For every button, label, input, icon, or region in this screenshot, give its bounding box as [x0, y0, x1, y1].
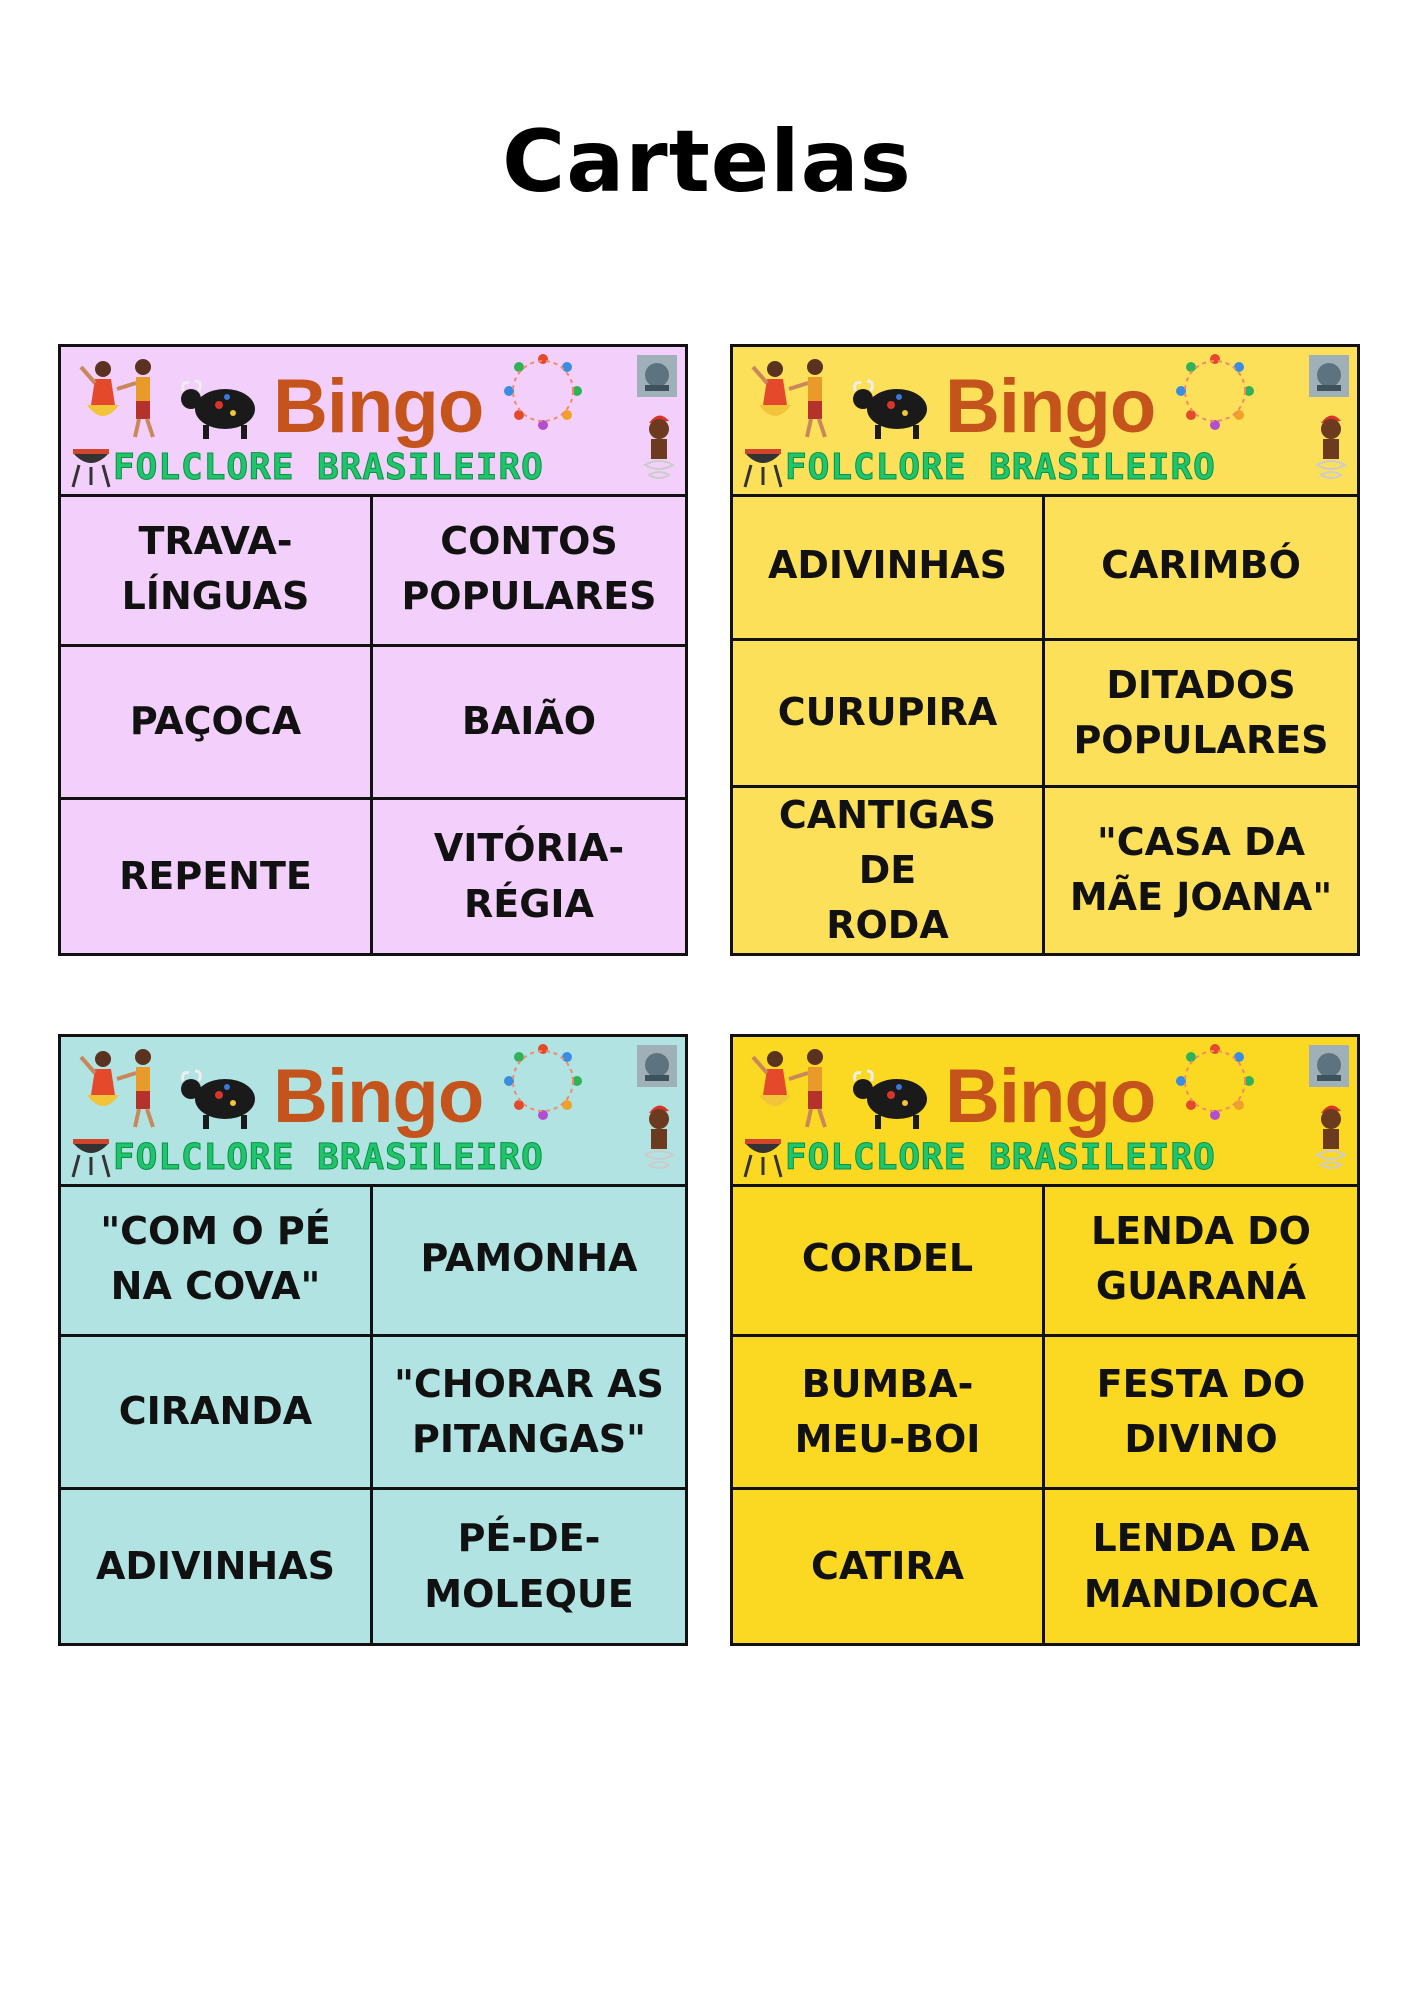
bull-icon — [851, 375, 933, 441]
grill-icon — [69, 1129, 113, 1179]
bingo-title: Bingo — [273, 364, 484, 449]
bull-icon — [179, 1065, 261, 1131]
bingo-cell[interactable]: CIRANDA — [61, 1337, 373, 1490]
bingo-cell[interactable]: FESTA DO DIVINO — [1045, 1337, 1357, 1490]
bingo-cell[interactable]: CURUPIRA — [733, 641, 1045, 788]
bingo-cell[interactable]: REPENTE — [61, 800, 373, 953]
grill-icon — [741, 439, 785, 489]
bingo-cell[interactable]: CORDEL — [733, 1184, 1045, 1337]
bingo-cell[interactable]: ADIVINHAS — [733, 494, 1045, 641]
bingo-card-2 — [730, 344, 1360, 956]
bingo-cell[interactable]: PAMONHA — [373, 1184, 685, 1337]
card-header — [733, 1037, 1357, 1187]
card-grid — [733, 1184, 1357, 1643]
card-grid — [733, 494, 1357, 953]
card-header — [733, 347, 1357, 497]
bingo-cell[interactable]: "COM O PÉ NA COVA" — [61, 1184, 373, 1337]
boy-icon — [1311, 1099, 1351, 1181]
bingo-cell[interactable]: LENDA DO GUARANÁ — [1045, 1184, 1357, 1337]
bull-icon — [851, 1065, 933, 1131]
card-header — [61, 347, 685, 497]
children-circle-icon — [1173, 351, 1257, 435]
dancers-icon — [745, 353, 845, 443]
dancers-icon — [73, 1043, 173, 1133]
logo-badge-icon — [637, 1045, 677, 1087]
card-grid — [61, 494, 685, 953]
card-subtitle: FOLCLORE BRASILEIRO — [113, 1137, 544, 1178]
bingo-cell[interactable]: "CASA DA MÃE JOANA" — [1069, 820, 1333, 920]
grill-icon — [741, 1129, 785, 1179]
bingo-cell[interactable]: CONTOS POPULARES — [373, 494, 685, 647]
bingo-cell[interactable]: "CHORAR AS PITANGAS" — [373, 1337, 685, 1490]
boy-icon — [1311, 409, 1351, 491]
bingo-card-4 — [730, 1034, 1360, 1646]
logo-badge-icon — [1309, 1045, 1349, 1087]
children-circle-icon — [1173, 1041, 1257, 1125]
bingo-cell[interactable]: TRAVA- LÍNGUAS — [61, 494, 373, 647]
bingo-title: Bingo — [945, 1054, 1156, 1139]
bingo-cell[interactable]: ADIVINHAS — [61, 1490, 373, 1643]
bingo-cell[interactable]: CARIMBÓ — [1045, 494, 1357, 641]
bingo-cell[interactable]: CANTIGAS DE RODA — [733, 788, 1045, 953]
boy-icon — [639, 1099, 679, 1181]
bingo-cell[interactable]: PÉ-DE- MOLEQUE — [424, 1516, 634, 1616]
card-subtitle: FOLCLORE BRASILEIRO — [785, 1137, 1216, 1178]
dancers-icon — [73, 353, 173, 443]
bingo-cell[interactable]: PAÇOCA — [61, 647, 373, 800]
bingo-cell[interactable]: BAIÃO — [373, 647, 685, 800]
logo-badge-icon — [637, 355, 677, 397]
bingo-title: Bingo — [273, 1054, 484, 1139]
boy-icon — [639, 409, 679, 491]
grill-icon — [69, 439, 113, 489]
bingo-cell[interactable]: CATIRA — [733, 1490, 1045, 1643]
card-subtitle: FOLCLORE BRASILEIRO — [113, 447, 544, 488]
bingo-cell[interactable]: LENDA DA MANDIOCA — [1083, 1516, 1319, 1616]
bingo-card-1 — [58, 344, 688, 956]
bingo-cell[interactable]: VITÓRIA- RÉGIA — [433, 826, 625, 926]
bingo-cell[interactable]: DITADOS POPULARES — [1045, 641, 1357, 788]
card-subtitle: FOLCLORE BRASILEIRO — [785, 447, 1216, 488]
bull-icon — [179, 375, 261, 441]
children-circle-icon — [501, 1041, 585, 1125]
dancers-icon — [745, 1043, 845, 1133]
bingo-card-3 — [58, 1034, 688, 1646]
children-circle-icon — [501, 351, 585, 435]
bingo-cell[interactable]: BUMBA- MEU-BOI — [733, 1337, 1045, 1490]
logo-badge-icon — [1309, 355, 1349, 397]
page-title: Cartelas — [502, 112, 912, 212]
card-grid — [61, 1184, 685, 1643]
card-header — [61, 1037, 685, 1187]
bingo-title: Bingo — [945, 364, 1156, 449]
